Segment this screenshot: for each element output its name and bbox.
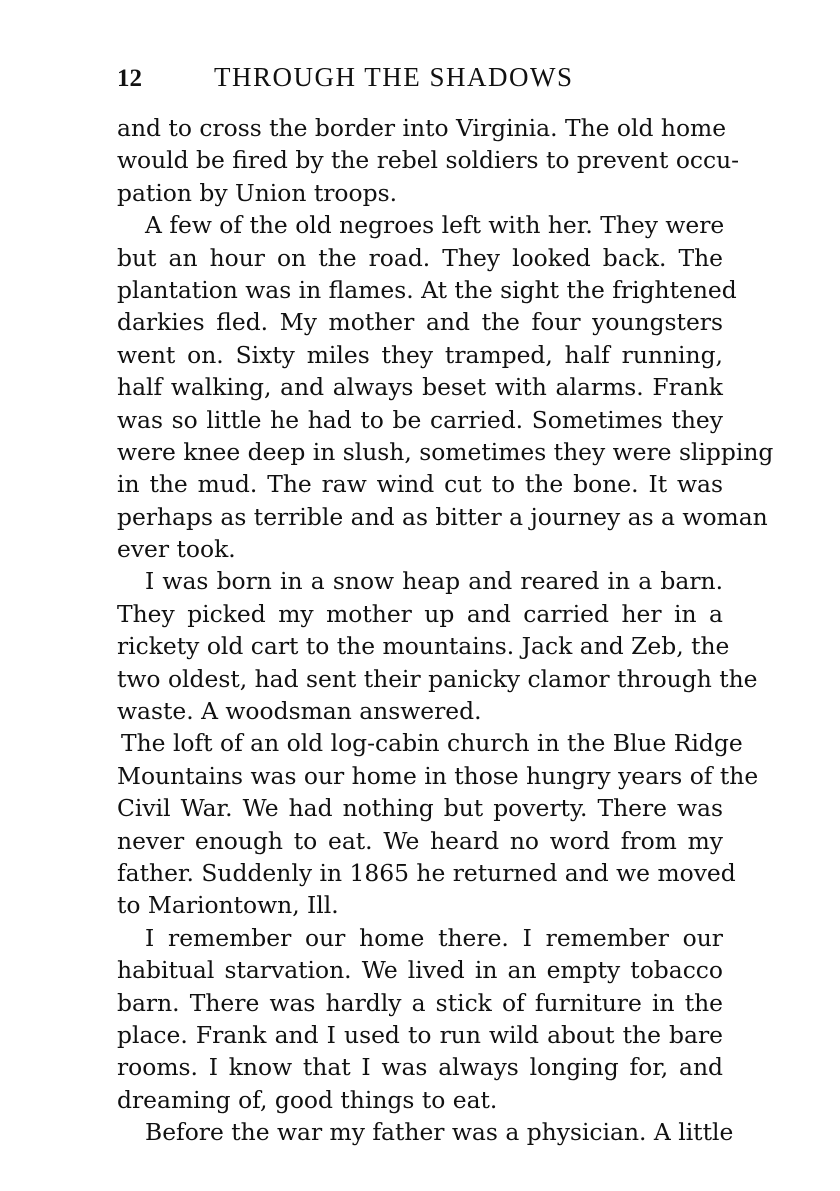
text-line: ever took. [117,535,236,564]
text-line: place. Frank and I used to run wild about the bare [117,1020,723,1049]
text-line: rooms. I know that I was always longing for, and [117,1053,723,1082]
text-line: Civil War. We had nothing but poverty. There was [117,794,723,823]
text-line: dreaming of, good things to eat. [117,1085,498,1114]
text-line: never enough to eat. We heard no word from my [117,826,723,855]
text-line: They picked my mother up and carried her in a [117,599,723,628]
text-line: pation by Union troops. [117,178,398,207]
text-line: A few of the old negroes left with her. They were [145,211,725,240]
text-line: two oldest, had sent their panicky clamor through the [117,664,758,693]
text-line: I remember our home there. I remember our [145,923,723,952]
text-line: in the mud. The raw wind cut to the bone. It was [117,470,723,499]
text-line: waste. A woodsman answered. [117,697,482,726]
text-line: barn. There was hardly a stick of furniture in the [117,988,723,1017]
running-head [117,62,723,104]
body-text [117,112,774,1149]
paragraph [117,112,740,209]
text-line: went on. Sixty miles they tramped, half running, [117,340,723,369]
paragraph [117,209,774,565]
text-line: but an hour on the road. They looked back. The [117,243,723,272]
paragraph [117,1116,734,1148]
paragraph [117,727,759,921]
text-line: half walking, and always beset with alarms. Frank [117,373,723,402]
text-line: darkies fled. My mother and the four youngsters [117,308,723,337]
text-line: The loft of an old log-cabin church in the Blue Ridge [121,729,743,758]
text-line: Mountains was our home in those hungry years of the [117,761,759,790]
text-line: were knee deep in slush, sometimes they were slipping [117,437,774,466]
text-line: would be fired by the rebel soldiers to prevent occu- [117,146,740,175]
book-title: THROUGH THE SHADOWS [214,62,574,92]
paragraph [117,565,758,727]
text-line: plantation was in flames. At the sight the frightened [117,275,737,304]
text-line: perhaps as terrible and as bitter a journey as a woman [117,502,768,531]
paragraph [117,922,723,1116]
text-line: father. Suddenly in 1865 he returned and we moved [117,858,736,887]
text-line: rickety old cart to the mountains. Jack and Zeb, the [117,632,730,661]
book-page [117,62,774,1149]
text-line: Before the war my father was a physician. A little [145,1118,734,1147]
text-line: habitual starvation. We lived in an empty tobacco [117,956,723,985]
page-number: 12 [117,65,142,92]
text-line: was so little he had to be carried. Sometimes they [117,405,723,434]
text-line: and to cross the border into Virginia. The old home [117,114,727,142]
text-line: to Mariontown, Ill. [117,891,339,920]
text-line: I was born in a snow heap and reared in a barn. [145,567,723,596]
